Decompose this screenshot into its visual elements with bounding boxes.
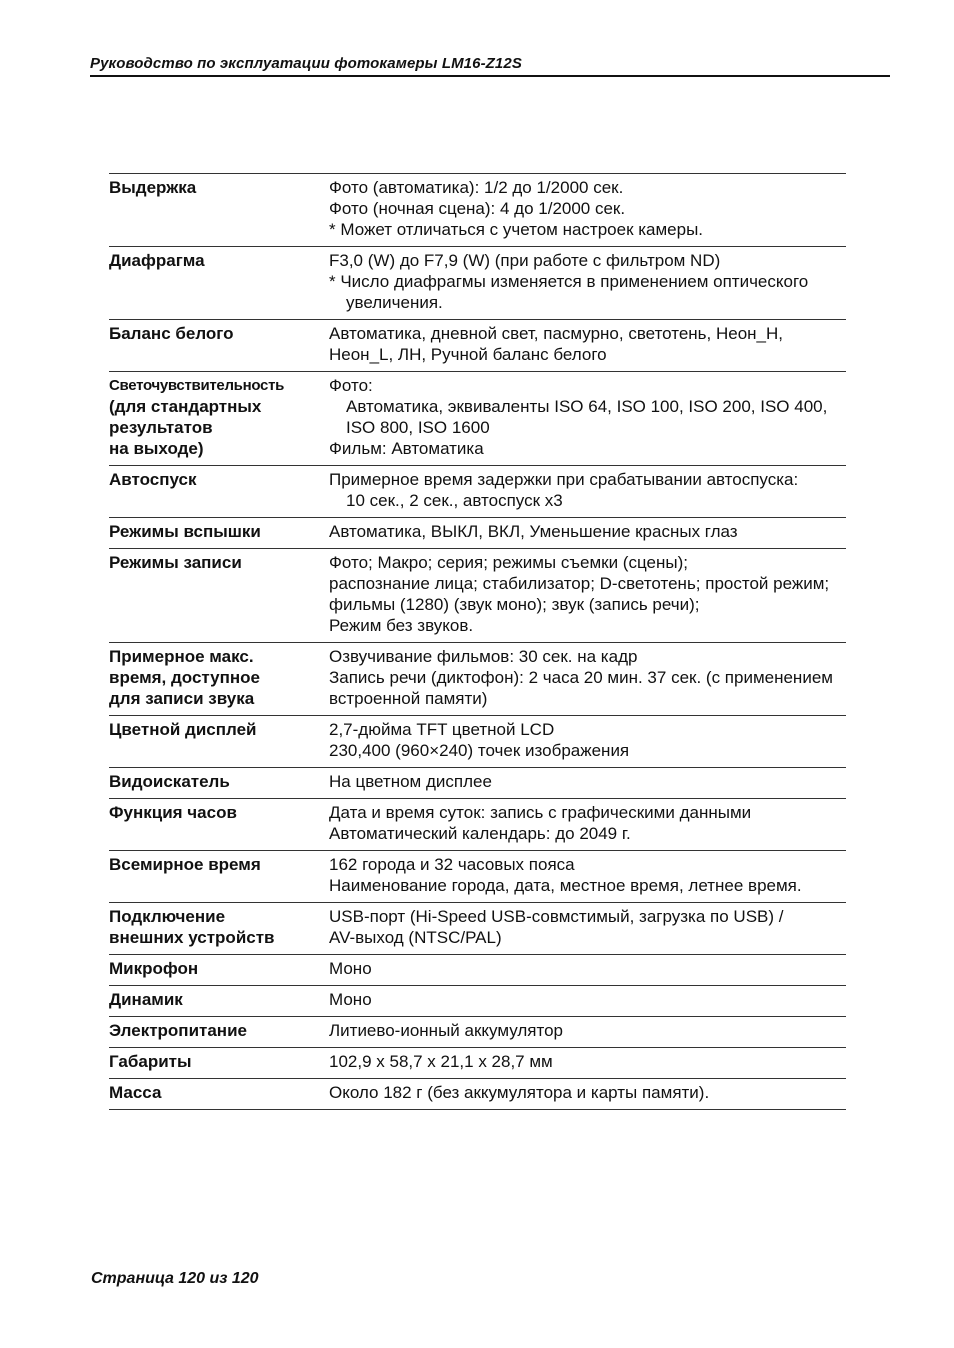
spec-value — [329, 903, 846, 955]
spec-row-weight — [109, 1079, 846, 1110]
spec-line: Автоматика, дневной свет, пасмурно, светотень, Неон_Н, — [329, 324, 784, 343]
spec-row-speaker — [109, 986, 846, 1017]
spec-value — [329, 986, 846, 1017]
spec-value — [329, 716, 846, 768]
spec-value — [329, 955, 846, 986]
spec-line: Около 182 г (без аккумулятора и карты памяти). — [329, 1083, 710, 1102]
spec-label: Электропитание — [109, 1021, 247, 1040]
spec-label: Режимы вспышки — [109, 522, 261, 541]
spec-line: Моно — [329, 959, 372, 978]
spec-line: F3,0 (W) до F7,9 (W) (при работе с фильтром ND) — [329, 251, 721, 270]
spec-note: * Может отличаться с учетом настроек камеры. — [329, 220, 704, 239]
spec-row-clock — [109, 799, 846, 851]
spec-label-line: Светочувствительность — [109, 377, 285, 394]
spec-line: 10 сек., 2 сек., автоспуск x3 — [346, 491, 563, 510]
spec-value — [329, 1017, 846, 1048]
spec-line: Наименование города, дата, местное время, летнее время. — [329, 876, 802, 895]
spec-line: Неон_L, ЛН, Ручной баланс белого — [329, 345, 607, 364]
spec-line: Примерное время задержки при срабатывании автоспуска: — [329, 470, 799, 489]
spec-line: На цветном дисплее — [329, 772, 492, 791]
manual-title: Руководство по эксплуатации фотокамеры LM16-Z12S — [90, 55, 522, 72]
spec-line: 102,9 x 58,7 x 21,1 x 28,7 мм — [329, 1052, 553, 1071]
spec-label: Баланс белого — [109, 324, 234, 343]
spec-row-viewfinder — [109, 768, 846, 799]
spec-row-self-timer — [109, 466, 846, 518]
spec-line: встроенной памяти) — [329, 689, 488, 708]
spec-row-dimensions — [109, 1048, 846, 1079]
spec-label: Выдержка — [109, 178, 197, 197]
spec-label: Автоспуск — [109, 470, 197, 489]
spec-line: Дата и время суток: запись с графическими данными — [329, 803, 752, 822]
spec-label: Функция часов — [109, 803, 237, 822]
spec-line: распознание лица; стабилизатор; D-светотень; простой режим; — [329, 574, 830, 593]
spec-line: Режим без звуков. — [329, 616, 474, 635]
spec-label-line: внешних устройств — [109, 928, 275, 947]
spec-value — [329, 372, 846, 466]
spec-line: Автоматический календарь: до 2049 г. — [329, 824, 631, 843]
spec-line: 230,400 (960×240) точек изображения — [329, 741, 630, 760]
spec-line: Фильм: Автоматика — [329, 439, 484, 458]
spec-value — [329, 174, 846, 247]
spec-label: Режимы записи — [109, 553, 242, 572]
spec-label-line: для записи звука — [109, 689, 255, 708]
spec-line: Фото; Макро; серия; режимы съемки (сцены); — [329, 553, 688, 572]
spec-label-line: Подключение — [109, 907, 226, 926]
spec-label: Всемирное время — [109, 855, 261, 874]
spec-label-line: время, доступное — [109, 668, 260, 687]
spec-value — [329, 518, 846, 549]
spec-row-power — [109, 1017, 846, 1048]
spec-line: 162 города и 32 часовых пояса — [329, 855, 575, 874]
spec-row-world-time — [109, 851, 846, 903]
spec-label — [109, 643, 329, 716]
spec-row-audio-time — [109, 643, 846, 716]
spec-label — [109, 372, 329, 466]
spec-row-iso — [109, 372, 846, 466]
spec-value — [329, 643, 846, 716]
spec-value — [329, 1079, 846, 1110]
page-number: Страница 120 из 120 — [91, 1270, 259, 1287]
spec-label-line: результатов — [109, 418, 213, 437]
spec-label: Диафрагма — [109, 251, 205, 270]
spec-label: Видоискатель — [109, 772, 230, 791]
spec-line: Запись речи (диктофон): 2 часа 20 мин. 37 сек. (с применением — [329, 668, 833, 687]
spec-row-microphone — [109, 955, 846, 986]
spec-row-interfaces — [109, 903, 846, 955]
spec-label-line: (для стандартных — [109, 397, 262, 416]
spec-row-white-balance — [109, 320, 846, 372]
spec-label: Микрофон — [109, 959, 199, 978]
spec-label-line: на выходе) — [109, 439, 204, 458]
spec-row-recording-modes — [109, 549, 846, 643]
spec-value — [329, 851, 846, 903]
spec-label: Габариты — [109, 1052, 192, 1071]
spec-row-shutter — [109, 174, 846, 247]
spec-line: AV-выход (NTSC/PAL) — [329, 928, 502, 947]
spec-note: * Число диафрагмы изменяется в применением оптического — [329, 272, 809, 291]
spec-value — [329, 320, 846, 372]
spec-table — [109, 173, 846, 1110]
spec-line: Автоматика, ВЫКЛ, ВКЛ, Уменьшение красных глаз — [329, 522, 738, 541]
spec-line: Моно — [329, 990, 372, 1009]
spec-line: Автоматика, эквиваленты ISO 64, ISO 100, ISO 200, ISO 400, — [346, 397, 828, 416]
spec-value — [329, 768, 846, 799]
spec-line: Фото (автоматика): 1/2 до 1/2000 сек. — [329, 178, 624, 197]
spec-line: Озвучивание фильмов: 30 сек. на кадр — [329, 647, 638, 666]
spec-row-display — [109, 716, 846, 768]
spec-line: увеличения. — [346, 293, 443, 312]
spec-label — [109, 903, 329, 955]
spec-label: Цветной дисплей — [109, 720, 257, 739]
spec-row-aperture — [109, 247, 846, 320]
spec-label: Динамик — [109, 990, 183, 1009]
spec-value — [329, 466, 846, 518]
spec-value — [329, 799, 846, 851]
spec-line: USB-порт (Hi-Speed USB-совмстимый, загрузка по USB) / — [329, 907, 784, 926]
spec-value — [329, 549, 846, 643]
spec-value — [329, 247, 846, 320]
spec-label: Масса — [109, 1083, 162, 1102]
spec-line: фильмы (1280) (звук моно); звук (запись речи); — [329, 595, 700, 614]
spec-line: 2,7-дюйма TFT цветной LCD — [329, 720, 555, 739]
spec-line: Фото (ночная сцена): 4 до 1/2000 сек. — [329, 199, 626, 218]
spec-line: Литиево-ионный аккумулятор — [329, 1021, 563, 1040]
spec-line: ISO 800, ISO 1600 — [346, 418, 490, 437]
spec-line: Фото: — [329, 376, 373, 395]
spec-row-flash — [109, 518, 846, 549]
spec-value — [329, 1048, 846, 1079]
page-header — [90, 55, 890, 77]
spec-label-line: Примерное макс. — [109, 647, 254, 666]
